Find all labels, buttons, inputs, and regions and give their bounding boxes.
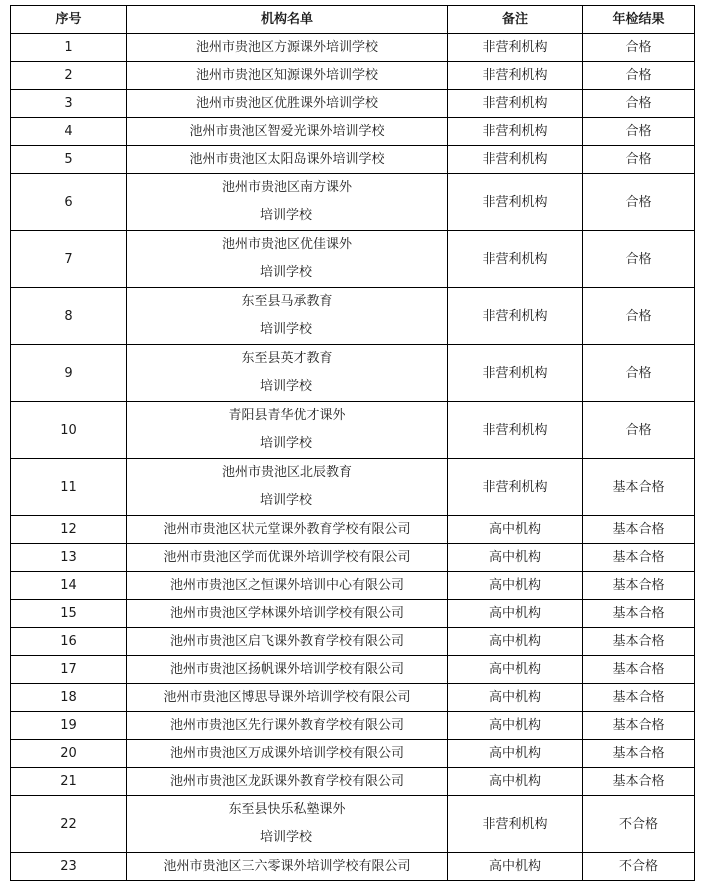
row-result: 合格 — [583, 402, 695, 459]
row-name: 池州市贵池区万成课外培训学校有限公司 — [127, 740, 448, 768]
row-name: 池州市贵池区三六零课外培训学校有限公司 — [127, 853, 448, 881]
table-row — [11, 288, 695, 345]
row-index: 18 — [11, 684, 127, 712]
row-result: 基本合格 — [583, 656, 695, 684]
row-name-line2: 培训学校 — [260, 493, 313, 508]
row-name: 池州市贵池区启飞课外教育学校有限公司 — [127, 628, 448, 656]
table-row — [11, 600, 695, 628]
row-note: 高中机构 — [448, 600, 583, 628]
row-name: 池州市贵池区龙跃课外教育学校有限公司 — [127, 768, 448, 796]
table-row — [11, 656, 695, 684]
row-result: 不合格 — [583, 796, 695, 853]
row-name-line1: 池州市贵池区优佳课外 — [221, 237, 352, 252]
row-result: 合格 — [583, 174, 695, 231]
row-result: 合格 — [583, 118, 695, 146]
row-index: 17 — [11, 656, 127, 684]
row-result: 基本合格 — [583, 684, 695, 712]
row-result: 合格 — [583, 62, 695, 90]
row-note: 高中机构 — [448, 628, 583, 656]
row-index: 12 — [11, 516, 127, 544]
row-note: 非营利机构 — [448, 288, 583, 345]
table-row — [11, 544, 695, 572]
row-name — [127, 288, 448, 345]
row-result: 基本合格 — [583, 768, 695, 796]
row-index: 5 — [11, 146, 127, 174]
row-result: 基本合格 — [583, 740, 695, 768]
header-note: 备注 — [448, 6, 583, 34]
table-row — [11, 796, 695, 853]
row-result: 合格 — [583, 146, 695, 174]
row-name-line1: 东至县快乐私塾课外 — [228, 802, 346, 817]
row-index: 16 — [11, 628, 127, 656]
row-name-line1: 青阳县青华优才课外 — [228, 408, 346, 423]
row-name — [127, 231, 448, 288]
row-index: 22 — [11, 796, 127, 853]
row-index: 6 — [11, 174, 127, 231]
row-name: 池州市贵池区学而优课外培训学校有限公司 — [127, 544, 448, 572]
row-index: 8 — [11, 288, 127, 345]
header-index: 序号 — [11, 6, 127, 34]
row-name — [127, 459, 448, 516]
row-name-line2: 培训学校 — [260, 436, 313, 451]
table-row — [11, 684, 695, 712]
table-row — [11, 628, 695, 656]
row-index: 9 — [11, 345, 127, 402]
row-name: 池州市贵池区之恒课外培训中心有限公司 — [127, 572, 448, 600]
row-result: 基本合格 — [583, 600, 695, 628]
row-note: 高中机构 — [448, 656, 583, 684]
row-note: 非营利机构 — [448, 231, 583, 288]
row-result: 合格 — [583, 231, 695, 288]
row-note: 非营利机构 — [448, 459, 583, 516]
row-result: 合格 — [583, 288, 695, 345]
row-name: 池州市贵池区状元堂课外教育学校有限公司 — [127, 516, 448, 544]
row-result: 基本合格 — [583, 572, 695, 600]
row-name-line2: 培训学校 — [260, 322, 313, 337]
row-index: 23 — [11, 853, 127, 881]
table-row — [11, 402, 695, 459]
row-result: 基本合格 — [583, 628, 695, 656]
row-index: 15 — [11, 600, 127, 628]
row-index: 21 — [11, 768, 127, 796]
row-note: 非营利机构 — [448, 345, 583, 402]
table-row — [11, 516, 695, 544]
row-name-line1: 东至县马承教育 — [241, 294, 333, 309]
row-note: 非营利机构 — [448, 118, 583, 146]
row-result: 基本合格 — [583, 544, 695, 572]
table-row — [11, 768, 695, 796]
row-name — [127, 174, 448, 231]
row-name-line1: 东至县英才教育 — [241, 351, 333, 366]
table-row — [11, 90, 695, 118]
row-note: 非营利机构 — [448, 146, 583, 174]
row-name: 池州市贵池区博思导课外培训学校有限公司 — [127, 684, 448, 712]
row-name: 池州市贵池区学林课外培训学校有限公司 — [127, 600, 448, 628]
row-name-line2: 培训学校 — [260, 379, 313, 394]
row-name: 池州市贵池区太阳岛课外培训学校 — [127, 146, 448, 174]
row-result: 不合格 — [583, 853, 695, 881]
row-name-line2: 培训学校 — [260, 208, 313, 223]
row-note: 高中机构 — [448, 684, 583, 712]
row-name: 池州市贵池区智爱光课外培训学校 — [127, 118, 448, 146]
row-note: 高中机构 — [448, 853, 583, 881]
row-index: 2 — [11, 62, 127, 90]
row-name — [127, 796, 448, 853]
row-name-line2: 培训学校 — [260, 830, 313, 845]
table-row — [11, 740, 695, 768]
row-note: 非营利机构 — [448, 174, 583, 231]
row-note: 高中机构 — [448, 516, 583, 544]
table-row — [11, 572, 695, 600]
row-index: 7 — [11, 231, 127, 288]
row-note: 非营利机构 — [448, 796, 583, 853]
table-row — [11, 146, 695, 174]
row-index: 19 — [11, 712, 127, 740]
table-row — [11, 118, 695, 146]
row-name: 池州市贵池区知源课外培训学校 — [127, 62, 448, 90]
row-note: 高中机构 — [448, 572, 583, 600]
row-index: 1 — [11, 34, 127, 62]
row-result: 合格 — [583, 34, 695, 62]
row-name: 池州市贵池区扬帆课外培训学校有限公司 — [127, 656, 448, 684]
header-name: 机构名单 — [127, 6, 448, 34]
row-name: 池州市贵池区优胜课外培训学校 — [127, 90, 448, 118]
row-index: 4 — [11, 118, 127, 146]
row-index: 3 — [11, 90, 127, 118]
row-result: 基本合格 — [583, 516, 695, 544]
table-row — [11, 459, 695, 516]
row-index: 10 — [11, 402, 127, 459]
table-row — [11, 62, 695, 90]
table-row — [11, 231, 695, 288]
row-note: 高中机构 — [448, 544, 583, 572]
row-index: 13 — [11, 544, 127, 572]
row-name — [127, 402, 448, 459]
table-row — [11, 712, 695, 740]
row-result: 合格 — [583, 90, 695, 118]
row-note: 高中机构 — [448, 712, 583, 740]
row-name — [127, 345, 448, 402]
row-name-line1: 池州市贵池区南方课外 — [221, 180, 352, 195]
row-index: 11 — [11, 459, 127, 516]
table-header-row — [11, 6, 695, 34]
row-result: 合格 — [583, 345, 695, 402]
row-result: 基本合格 — [583, 459, 695, 516]
row-note: 高中机构 — [448, 740, 583, 768]
inspection-table — [10, 5, 695, 881]
row-note: 非营利机构 — [448, 62, 583, 90]
row-name-line2: 培训学校 — [260, 265, 313, 280]
row-name: 池州市贵池区先行课外教育学校有限公司 — [127, 712, 448, 740]
row-note: 非营利机构 — [448, 90, 583, 118]
row-index: 14 — [11, 572, 127, 600]
header-result: 年检结果 — [583, 6, 695, 34]
row-note: 高中机构 — [448, 768, 583, 796]
row-name: 池州市贵池区方源课外培训学校 — [127, 34, 448, 62]
row-note: 非营利机构 — [448, 34, 583, 62]
row-name-line1: 池州市贵池区北辰教育 — [221, 465, 352, 480]
table-row — [11, 174, 695, 231]
table-row — [11, 34, 695, 62]
row-index: 20 — [11, 740, 127, 768]
table-row — [11, 853, 695, 881]
row-note: 非营利机构 — [448, 402, 583, 459]
table-row — [11, 345, 695, 402]
row-result: 基本合格 — [583, 712, 695, 740]
